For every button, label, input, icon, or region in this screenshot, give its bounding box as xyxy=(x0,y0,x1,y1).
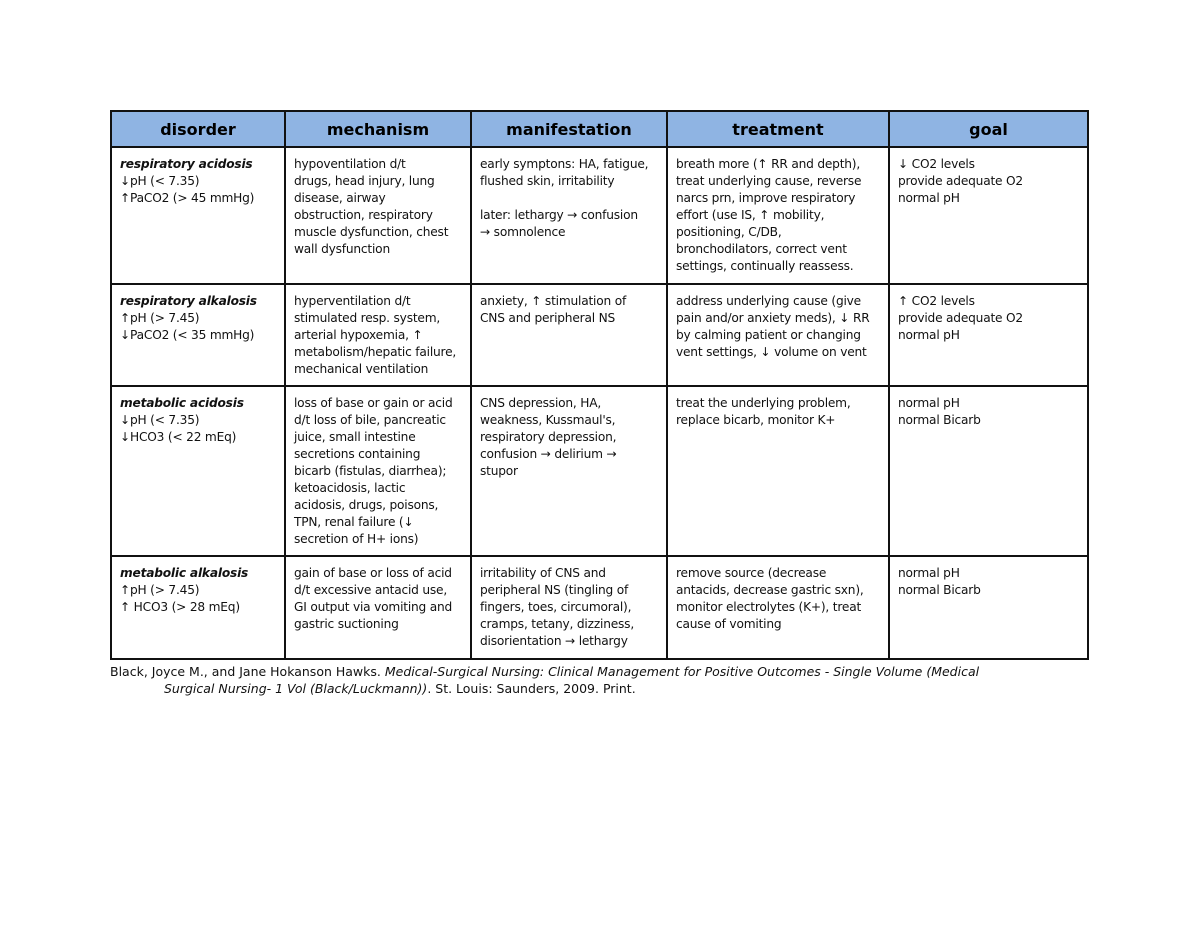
cell-line: stimulated resp. system, xyxy=(294,311,441,325)
cell-line: breath more (↑ RR and depth), xyxy=(676,157,861,171)
cell-mechanism xyxy=(285,386,471,556)
table-row xyxy=(111,556,1088,659)
cell-line: stupor xyxy=(480,464,518,478)
cell-line: positioning, C/DB, xyxy=(676,225,782,239)
cell-line: address underlying cause (give xyxy=(676,294,861,308)
cell-line: cramps, tetany, dizziness, xyxy=(480,617,634,631)
cell-line: gain of base or loss of acid xyxy=(294,566,452,580)
citation-title-line2: Surgical Nursing- 1 Vol (Black/Luckmann)) xyxy=(164,681,428,696)
cell-line: metabolism/hepatic failure, xyxy=(294,345,457,359)
cell-line: irritability of CNS and xyxy=(480,566,606,580)
cell-line: ↑PaCO2 (> 45 mmHg) xyxy=(120,191,255,205)
header-mechanism: mechanism xyxy=(285,111,471,147)
cell-treatment xyxy=(667,386,889,556)
cell-disorder xyxy=(111,284,285,386)
cell-line: wall dysfunction xyxy=(294,242,390,256)
cell-line: early symptons: HA, fatigue, xyxy=(480,157,649,171)
cell-line: d/t excessive antacid use, xyxy=(294,583,448,597)
cell-treatment xyxy=(667,147,889,284)
header-disorder: disorder xyxy=(111,111,285,147)
cell-line: TPN, renal failure (↓ xyxy=(294,515,414,529)
cell-line: bicarb (fistulas, diarrhea); xyxy=(294,464,447,478)
cell-line: gastric suctioning xyxy=(294,617,399,631)
cell-line: weakness, Kussmaul's, xyxy=(480,413,616,427)
cell-line: vent settings, ↓ volume on vent xyxy=(676,345,867,359)
cell-line: remove source (decrease xyxy=(676,566,827,580)
cell-line: treat underlying cause, reverse xyxy=(676,174,862,188)
cell-mechanism xyxy=(285,556,471,659)
disorder-name: metabolic alkalosis xyxy=(120,566,249,580)
cell-line: normal pH xyxy=(898,566,960,580)
cell-goal xyxy=(889,284,1088,386)
cell-manifestation xyxy=(471,147,667,284)
acid-base-disorders-table xyxy=(110,110,1089,660)
cell-line: anxiety, ↑ stimulation of xyxy=(480,294,627,308)
cell-line: by calming patient or changing xyxy=(676,328,861,342)
table-header-row xyxy=(111,111,1088,147)
cell-line: provide adequate O2 xyxy=(898,174,1023,188)
cell-line: ↓PaCO2 (< 35 mmHg) xyxy=(120,328,255,342)
cell-line: provide adequate O2 xyxy=(898,311,1023,325)
cell-line: ↓HCO3 (< 22 mEq) xyxy=(120,430,237,444)
cell-line: GI output via vomiting and xyxy=(294,600,453,614)
cell-treatment xyxy=(667,556,889,659)
cell-line: ↓pH (< 7.35) xyxy=(120,413,200,427)
cell-line: monitor electrolytes (K+), treat xyxy=(676,600,862,614)
cell-line: ↓pH (< 7.35) xyxy=(120,174,200,188)
cell-line: normal Bicarb xyxy=(898,583,981,597)
cell-line: ketoacidosis, lactic xyxy=(294,481,406,495)
disorder-name: respiratory alkalosis xyxy=(120,294,257,308)
cell-line: treat the underlying problem, xyxy=(676,396,851,410)
cell-line: later: lethargy → confusion xyxy=(480,208,638,222)
cell-line: ↓ CO2 levels xyxy=(898,157,975,171)
cell-line: cause of vomiting xyxy=(676,617,782,631)
cell-line: obstruction, respiratory xyxy=(294,208,433,222)
cell-line xyxy=(480,190,659,207)
header-manifestation: manifestation xyxy=(471,111,667,147)
cell-goal xyxy=(889,386,1088,556)
cell-line: flushed skin, irritability xyxy=(480,174,615,188)
cell-goal xyxy=(889,147,1088,284)
cell-line: normal Bicarb xyxy=(898,413,981,427)
disorder-name: metabolic acidosis xyxy=(120,396,244,410)
table-row xyxy=(111,386,1088,556)
header-goal: goal xyxy=(889,111,1088,147)
cell-line: CNS and peripheral NS xyxy=(480,311,616,325)
cell-line: secretions containing xyxy=(294,447,421,461)
table-row xyxy=(111,284,1088,386)
cell-line: muscle dysfunction, chest xyxy=(294,225,449,239)
cell-line: bronchodilators, correct vent xyxy=(676,242,847,256)
cell-manifestation xyxy=(471,556,667,659)
header-treatment: treatment xyxy=(667,111,889,147)
cell-line: narcs prn, improve respiratory xyxy=(676,191,856,205)
cell-line: → somnolence xyxy=(480,225,566,239)
cell-line: fingers, toes, circumoral), xyxy=(480,600,632,614)
cell-line: normal pH xyxy=(898,328,960,342)
cell-goal xyxy=(889,556,1088,659)
cell-manifestation xyxy=(471,284,667,386)
cell-line: respiratory depression, xyxy=(480,430,617,444)
cell-line: juice, small intestine xyxy=(294,430,416,444)
cell-line: ↑pH (> 7.45) xyxy=(120,583,200,597)
cell-manifestation xyxy=(471,386,667,556)
table-row xyxy=(111,147,1088,284)
cell-line: mechanical ventilation xyxy=(294,362,429,376)
cell-line: ↑ HCO3 (> 28 mEq) xyxy=(120,600,240,614)
cell-line: effort (use IS, ↑ mobility, xyxy=(676,208,825,222)
cell-mechanism xyxy=(285,284,471,386)
cell-line: peripheral NS (tingling of xyxy=(480,583,629,597)
cell-treatment xyxy=(667,284,889,386)
cell-line: d/t loss of bile, pancreatic xyxy=(294,413,446,427)
cell-line: confusion → delirium → xyxy=(480,447,617,461)
citation-title-line1: Medical-Surgical Nursing: Clinical Management for Positive Outcomes - Single Volume (Medical xyxy=(384,664,980,679)
cell-line: hyperventilation d/t xyxy=(294,294,411,308)
cell-line: normal pH xyxy=(898,191,960,205)
cell-disorder xyxy=(111,147,285,284)
cell-line: CNS depression, HA, xyxy=(480,396,602,410)
cell-line: drugs, head injury, lung xyxy=(294,174,435,188)
disorder-name: respiratory acidosis xyxy=(120,157,253,171)
cell-disorder xyxy=(111,556,285,659)
citation xyxy=(110,663,1100,697)
cell-line: replace bicarb, monitor K+ xyxy=(676,413,836,427)
cell-line: acidosis, drugs, poisons, xyxy=(294,498,439,512)
cell-line: disorientation → lethargy xyxy=(480,634,628,648)
cell-line: settings, continually reassess. xyxy=(676,259,854,273)
cell-line: hypoventilation d/t xyxy=(294,157,406,171)
cell-line: normal pH xyxy=(898,396,960,410)
cell-line: loss of base or gain or acid xyxy=(294,396,453,410)
cell-line: ↑ CO2 levels xyxy=(898,294,975,308)
cell-line: ↑pH (> 7.45) xyxy=(120,311,200,325)
cell-line: pain and/or anxiety meds), ↓ RR xyxy=(676,311,870,325)
cell-mechanism xyxy=(285,147,471,284)
cell-line: secretion of H+ ions) xyxy=(294,532,419,546)
cell-line: antacids, decrease gastric sxn), xyxy=(676,583,864,597)
citation-authors: Black, Joyce M., and Jane Hokanson Hawks. xyxy=(110,664,385,679)
cell-disorder xyxy=(111,386,285,556)
table-body xyxy=(111,147,1088,659)
citation-publisher: . St. Louis: Saunders, 2009. Print. xyxy=(427,681,636,696)
cell-line: disease, airway xyxy=(294,191,386,205)
cell-line: arterial hypoxemia, ↑ xyxy=(294,328,423,342)
